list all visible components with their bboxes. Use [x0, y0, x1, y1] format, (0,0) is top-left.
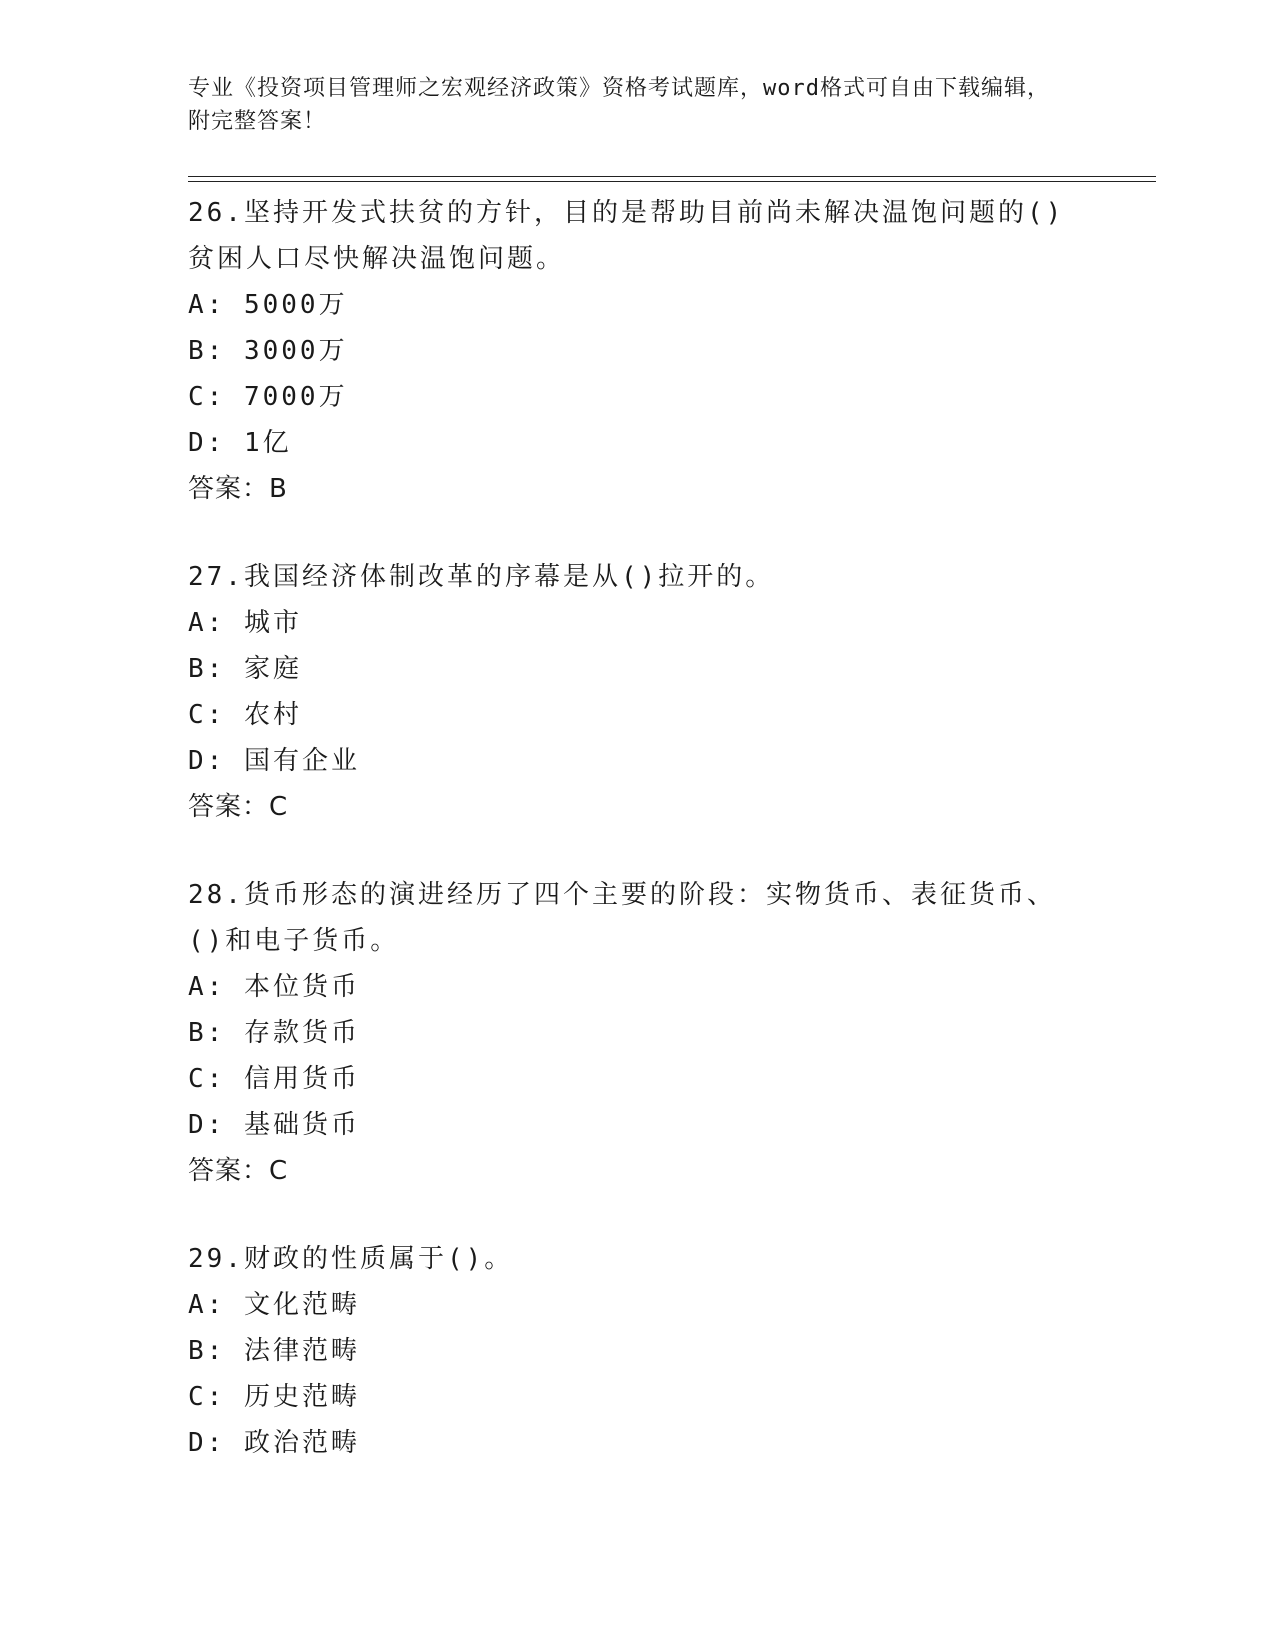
option-c: C: 7000万: [188, 382, 348, 412]
option-c: C: 信用货币: [188, 1064, 360, 1094]
option-b: B: 家庭: [188, 654, 302, 684]
question-stem: 29.财政的性质属于()。: [188, 1244, 514, 1274]
question-stem: 26.坚持开发式扶贫的方针，目的是帮助目前尚未解决温饱问题的()贫困人口尽快解决温饱问题。: [188, 198, 1065, 274]
option-b: B: 法律范畴: [188, 1336, 360, 1366]
question-29: [188, 1236, 1088, 1466]
answer-label: 答案：B: [188, 474, 288, 504]
document-header: 专业《投资项目管理师之宏观经济政策》资格考试题库，word格式可自由下载编辑，附完整答案！: [188, 76, 1050, 134]
header-divider-bottom: [188, 181, 1156, 182]
option-d: D: 1亿: [188, 428, 292, 458]
option-a: A: 本位货币: [188, 972, 360, 1002]
header-divider-top: [188, 176, 1156, 177]
option-b: B: 存款货币: [188, 1018, 360, 1048]
option-a: A: 城市: [188, 608, 302, 638]
question-28: [188, 872, 1088, 1194]
question-27: [188, 554, 1088, 830]
answer-label: 答案：C: [188, 792, 289, 822]
answer-label: 答案：C: [188, 1156, 289, 1186]
option-d: D: 国有企业: [188, 746, 360, 776]
option-a: A: 文化范畴: [188, 1290, 360, 1320]
option-c: C: 历史范畴: [188, 1382, 360, 1412]
question-stem: 27.我国经济体制改革的序幕是从()拉开的。: [188, 562, 775, 592]
option-b: B: 3000万: [188, 336, 348, 366]
option-c: C: 农村: [188, 700, 302, 730]
option-a: A: 5000万: [188, 290, 348, 320]
question-26: [188, 190, 1088, 512]
option-d: D: 基础货币: [188, 1110, 360, 1140]
option-d: D: 政治范畴: [188, 1428, 360, 1458]
question-list: [188, 190, 1088, 1508]
question-stem: 28.货币形态的演进经历了四个主要的阶段：实物货币、表征货币、()和电子货币。: [188, 880, 1056, 956]
